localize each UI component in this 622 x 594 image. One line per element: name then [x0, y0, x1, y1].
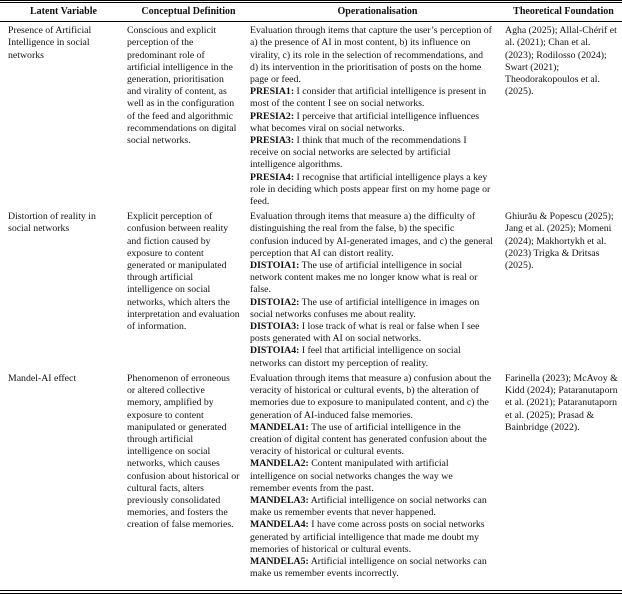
scale-item-text: I think that much of the recommendations I receive on social networks are selected by artificial intelligence algorithms.: [250, 135, 467, 171]
scale-item-text: I lose track of what is real or false when I see posts generated with AI on social networks.: [250, 321, 480, 345]
operationalisation-intro: Evaluation through items that measure a) confusion about the veracity of historical or cultural events, b) the alteration of memories due to exposure to manipulated content, and c) the generation of AI-induced false memories.: [250, 372, 492, 421]
scale-item: [250, 458, 493, 495]
scale-item-code: PRESIA3:: [250, 135, 295, 147]
scale-item-code: MANDELA4:: [250, 519, 309, 531]
cell-theoretical-foundation: Agha (2025); Allal-Chérif et al. (2021); Chan et al. (2023); Rodilosso (2024); Swart (2021); Theodorakopoulos et al. (2025).: [505, 25, 617, 98]
cell-latent-variable: Mandel-AI effect: [8, 372, 77, 384]
cell-operationalisation: [250, 370, 505, 580]
scale-item: [250, 495, 493, 519]
table-row: [0, 22, 622, 209]
scale-item: [250, 321, 493, 345]
scale-item-text: I feel that artificial intelligence on social networks can distort my perception of reality.: [250, 345, 461, 369]
scale-item-text: I perceive that artificial intelligence influences what becomes viral on social networks.: [250, 110, 480, 134]
scale-item-text: The use of artificial intelligence in social network content makes me no longer know what is real or false.: [250, 260, 478, 296]
scale-item-text: Artificial intelligence on social networks can make us remember events incorrectly.: [250, 555, 487, 580]
scale-item-text: I have come across posts on social networks generated by artificial intelligence that made me doubt my memories of historical or cultural events.: [250, 519, 485, 555]
operationalisation-intro: Evaluation through items that measure a) the difficulty of distinguishing the real from the false, b) the specific confusion induced by AI-generated images, and c) the general perception that AI can distort reality.: [250, 211, 493, 259]
scale-item: [250, 556, 493, 580]
scale-item-code: PRESIA2:: [250, 110, 295, 122]
cell-operationalisation: [250, 22, 505, 209]
cell-conceptual-definition: Phenomenon of erroneous or altered collective memory, amplified by exposure to content manipulated or generated through artificial intelligence on social networks, which causes confusion about historical or cultural facts, alters previously consolidated memories, and fosters the creation of false memories.: [127, 372, 240, 531]
operationalisation-intro: Evaluation through items that capture the user’s perception of a) the presence of AI in most content, b) its influence on virality, c) its role in the selection of recommendations, and d) its intervention in the prioritisation of posts on the home page or feed.: [250, 25, 492, 86]
header-conceptual-definition: Conceptual Definition: [127, 3, 250, 22]
header-row: [0, 3, 622, 22]
cell-operationalisation: [250, 208, 505, 370]
scale-item-code: DISTOIA3:: [250, 321, 300, 333]
scale-item-code: DISTOIA1:: [250, 260, 300, 272]
cell-latent-variable: Presence of Artificial Intelligence in social networks: [8, 25, 92, 61]
scale-item-code: MANDELA5:: [250, 555, 309, 567]
scale-item-code: PRESIA4:: [250, 171, 295, 183]
scale-item: [250, 135, 493, 172]
scale-item-text: The use of artificial intelligence in the creation of digital content has generated confusion about the veracity of historical or cultural events.: [250, 421, 487, 458]
scale-item: [250, 260, 493, 297]
cell-latent-variable: Distortion of reality in social networks: [8, 211, 96, 235]
scale-item-code: DISTOIA2:: [250, 296, 300, 308]
cell-conceptual-definition: Explicit perception of confusion between reality and fiction caused by exposure to content generated or manipulated through artificial intelligence on social networks, which alters the interpretation and evaluation of information.: [127, 211, 240, 333]
scale-item: [250, 86, 493, 110]
scale-item-text: The use of artificial intelligence in images on social networks confuses me about reality.: [250, 296, 480, 320]
cell-theoretical-foundation: Ghiurău & Popescu (2025); Jang et al. (2025); Momeni (2024); Makhortykh et al. (2023) Trigka & Dritsas (2025).: [505, 211, 614, 272]
scale-item-text: Artificial intelligence on social networks can make us remember events that never happened.: [250, 494, 487, 519]
scale-item-code: PRESIA1:: [250, 86, 295, 98]
scale-item-text: I consider that artificial intelligence is present in most of the content I see on social networks.: [250, 86, 487, 110]
measurement-table: [0, 3, 622, 580]
table-row: [0, 370, 622, 580]
scale-item-code: MANDELA2:: [250, 458, 309, 470]
scale-item: [250, 422, 493, 459]
scale-item: [250, 111, 493, 135]
scale-item-code: MANDELA1:: [250, 421, 309, 433]
table-row: [0, 208, 622, 370]
header-operationalisation: Operationalisation: [250, 3, 505, 22]
scale-item: [250, 345, 493, 369]
scale-item-text: Content manipulated with artificial intelligence on social networks changes the way we remember events from the past.: [250, 458, 453, 494]
scale-item-code: DISTOIA4:: [250, 345, 300, 357]
header-theoretical-foundation: Theoretical Foundation: [505, 3, 622, 22]
scale-item: [250, 519, 493, 556]
header-latent-variable: Latent Variable: [0, 3, 127, 22]
scale-item: [250, 297, 493, 321]
scale-item: [250, 172, 493, 209]
scale-item-code: MANDELA3:: [250, 494, 309, 506]
cell-conceptual-definition: Conscious and explicit perception of the predominant role of artificial intelligence in the generation, prioritisation and virality of content, as well as in the configuration of the feed and algorithmic recommendations on digital social networks.: [127, 25, 237, 147]
cell-theoretical-foundation: Farinella (2023); McAvoy & Kidd (2024); Pataranutaporn et al. (2021); Pataranutaporn et al. (2025); Prasad & Bainbridge (2022).: [505, 372, 618, 433]
scale-item-text: I recognise that artificial intelligence plays a key role in deciding which posts appear first on my home page or feed.: [250, 171, 491, 208]
